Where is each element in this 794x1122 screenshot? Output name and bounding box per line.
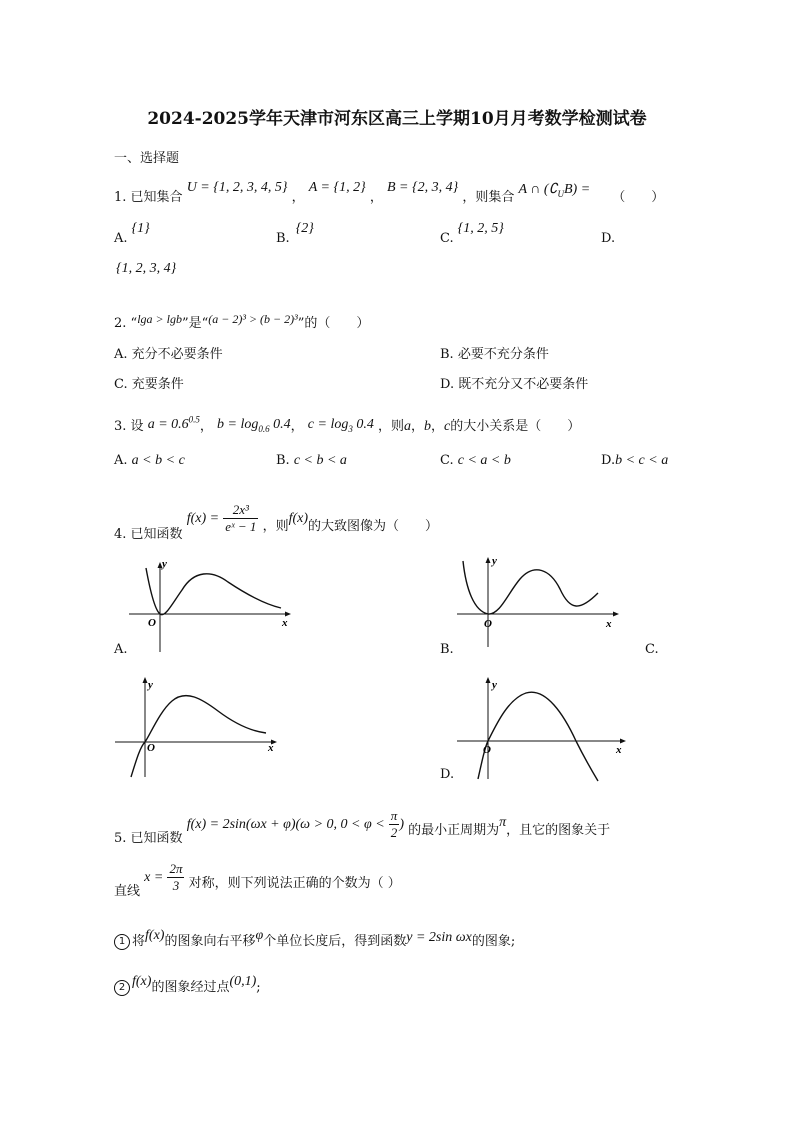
q2-option-a[interactable]: A. 充分不必要条件 [114,347,223,362]
q3-stem: 3. 设 $a = 0.6^{0.5}$， $b = \log_{0.6} 0.4$， $c = \log_3 0.4$ ，则a，b，c的大小关系是（ ） [114,414,581,434]
q2-option-b[interactable]: B. 必要不充分条件 [440,347,549,362]
q1-set-b: B = {2, 3, 4} [387,180,459,195]
graph-label-d: D. [440,767,455,782]
section-heading: 一、选择题 [114,151,180,166]
q5-statement-2: 2 f(x)的图象经过点(0,1); [114,976,261,996]
q3-option-b[interactable]: B. c < b < a [276,453,347,468]
q1-ask: ，则集合 [462,190,515,205]
graph-label-b: B. [440,642,454,657]
graph-d-origin: O [483,744,491,756]
q3-option-c[interactable]: C. c < a < b [440,453,511,468]
q2-stem: 2. “lga > lgb”是“(a − 2)³ > (b − 2)³”的（ ） [114,312,370,331]
q3-a-def: $a = 0.6^{0.5}$ [147,414,200,432]
q3-option-d[interactable]: D.b < c < a [601,453,669,468]
graph-a-origin: O [148,617,156,629]
q1-paren: （ ） [612,190,665,205]
q5-pi-fraction: $\frac{\pi}{2}$ [390,808,398,840]
q3-c-def: $c = \log_3 0.4$ [307,417,374,434]
graph-option-d[interactable] [452,675,628,785]
q1-prefix: 1. 已知集合 [114,190,183,205]
q1-expression: A ∩ $(∁_UB)$ = [518,182,591,199]
circled-number-1: 1 [114,934,130,950]
q1-option-c[interactable]: C.{1, 2, 5} [440,221,504,246]
q1-set-u: U = {1, 2, 3, 4, 5} [186,180,288,195]
graph-d-y-label: y [492,679,497,691]
q5-line: 直线 x = $\frac{2\pi}{3}$ 对称，则下列说法正确的个数为（ ） [114,861,401,899]
page-title: 2024-2025学年天津市河东区高三上学期10月月考数学检测试卷 [147,109,647,129]
graph-option-c[interactable] [110,675,282,779]
graph-c-origin: O [147,742,155,754]
circled-number-2: 2 [114,980,130,996]
q1-set-a: A = {1, 2} [308,180,366,195]
q1-option-d-label[interactable]: D. [601,231,616,246]
q2-option-d[interactable]: D. 既不充分又不必要条件 [440,377,589,392]
q1-option-d-value[interactable]: {1, 2, 3, 4} [116,261,177,276]
graph-c-x-label: x [268,742,274,754]
graph-a-x-label: x [282,617,288,629]
graph-b-origin: O [484,618,492,630]
q1-option-b[interactable]: B.{2} [276,221,314,246]
q2-cond1: lga > lgb [137,312,182,326]
q3-option-a[interactable]: A. a < b < c [114,453,185,468]
graph-a-y-label: y [162,560,167,570]
graph-label-a: A. [114,642,128,657]
q1-stem: 1. 已知集合 U = {1, 2, 3, 4, 5} ， A = {1, 2} ， B = {2, 3, 4} ，则集合 A ∩ $(∁_UB)$ = （ ） [114,180,665,205]
q2-option-c[interactable]: C. 充要条件 [114,377,184,392]
graph-d-x-label: x [616,744,622,756]
q4-fraction: $\frac{\text{2x³}}{\text{eˣ − 1}}$ [225,502,257,534]
q5-function: f(x) = 2sin(ωx + φ)(ω > 0, 0 < φ < [186,817,385,832]
q2-cond2: (a − 2)³ > (b − 2)³ [208,312,298,326]
graph-c-y-label: y [148,679,153,691]
q4-stem: 4. 已知函数 f(x) = $\frac{\text{2x³}}{\text{eˣ − 1}}$ ，则f(x)的大致图像为（ ） [114,502,439,542]
q5-statement-1: 1 将f(x)的图象向右平移φ个单位长度后，得到函数y = 2sin ωx的图象; [114,930,515,950]
graph-option-a[interactable] [124,560,296,656]
graph-label-c: C. [645,642,659,657]
graph-option-b[interactable] [452,555,624,651]
q5-x-fraction: $\frac{2\pi}{3}$ [169,861,183,893]
q1-option-a[interactable]: A.{1} [114,221,150,246]
graph-b-y-label: y [492,555,497,567]
graph-b-x-label: x [606,618,612,630]
q4-function: f(x) = [186,511,220,526]
q3-b-def: $b = \log_{0.6} 0.4$ [217,417,291,434]
q5-stem: 5. 已知函数 f(x) = 2sin(ωx + φ)(ω > 0, 0 < φ < $\frac{\pi}{2}$ ) 的最小正周期为π，且它的图象关于 [114,808,611,846]
